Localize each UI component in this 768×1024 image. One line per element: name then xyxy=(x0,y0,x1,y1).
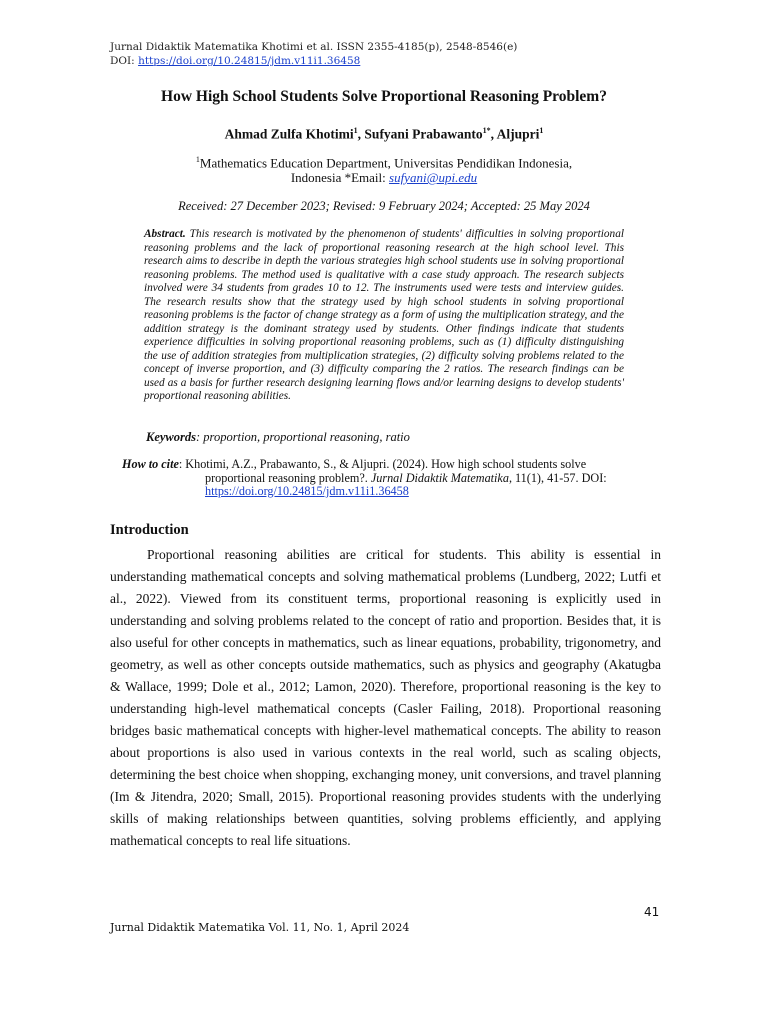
running-header xyxy=(110,40,517,68)
section-heading-introduction: Introduction xyxy=(110,522,189,538)
how-to-cite: How to cite: Khotimi, A.Z., Prabawanto, S., & Aljupri. (2024). How high school students solve proportional reasoning problem?. Jurnal Didaktik Matematika, 11(1), 41-57. DOI: https://doi.org/10.24815/jdm.v11i1.36458 xyxy=(122,457,607,498)
author-2: Sufyani Prabawanto xyxy=(364,126,483,142)
page-footer: Jurnal Didaktik Matematika Vol. 11, No. 1, April 2024 xyxy=(110,921,410,934)
received-dates: Received: 27 December 2023; Revised: 9 February 2024; Accepted: 25 May 2024 xyxy=(178,199,590,213)
journal-issn-line: Jurnal Didaktik Matematika Khotimi et al. ISSN 2355-4185(p), 2548-8546(e) xyxy=(110,41,518,53)
abstract xyxy=(144,228,624,404)
cite-journal: Jurnal Didaktik Matematika xyxy=(370,470,509,485)
paper-title: How High School Students Solve Proportional Reasoning Problem? xyxy=(161,88,607,105)
author-3: Aljupri xyxy=(496,126,540,142)
cite-label: How to cite xyxy=(122,457,179,471)
keywords-label: Keywords xyxy=(146,430,196,444)
author-1: Ahmad Zulfa Khotimi xyxy=(224,126,354,142)
page-number: 41 xyxy=(644,905,660,919)
doi-line: DOI: https://doi.org/10.24815/jdm.v11i1.36458 xyxy=(110,55,361,67)
email-link[interactable]: sufyani@upi.edu xyxy=(389,170,478,186)
affiliation: $^1$Mathematics Education Department, Universitas Pendidikan Indonesia, Indonesia *Email: sufyani@upi.edu xyxy=(195,155,573,186)
author-list: Ahmad Zulfa Khotimi$^1$, Sufyani Prabawanto$^{1*}$, Aljupri$^1$ xyxy=(224,126,544,142)
cite-doi-link[interactable]: https://doi.org/10.24815/jdm.v11i1.36458 xyxy=(205,484,409,498)
introduction-paragraph: Proportional reasoning abilities are critical for students. This ability is essential in understanding mathematical concepts and solving mathematical problems (Lundberg, 2022; Lutfi et al., 2022). Viewed from its constituent terms, proportional reasoning is explicitly used in understanding and solving problems related to the concept of ratio and proportion. Besides that, it is also useful for other concepts in mathematics, such as linear equations, probability, trigonometry, and geometry, as well as other concepts outside mathematics, such as physics and geography (Akatugba & Wallace, 1999; Dole et al., 2012; Lamon, 2020). Therefore, proportional reasoning is the key to understanding high-level mathematical concepts (Casler Failing, 2018). Proportional reasoning bridges basic mathematical concepts with higher-level mathematical concepts. The ability to reason about proportions is also used in various contexts in the real world, such as scaling objects, determining the best choice when shopping, exchanging money, unit conversions, and travel planning (Im & Jitendra, 2020; Small, 2015). Proportional reasoning provides students with the underlying skills of making relationships between quantities, solving problems efficiently, and applying mathematical concepts to real life situations. xyxy=(110,547,661,848)
keywords: Keywords: proportion, proportional reasoning, ratio xyxy=(146,430,410,444)
abstract-label: Abstract. xyxy=(144,228,186,240)
abstract-text: This research is motivated by the phenomenon of students' difficulties in solving proportional reasoning problems and the lack of proportional reasoning research at the high school level. This research aims to describe in depth the various strategies high school students use in solving proportional reasoning problems. The method used is qualitative with a case study approach. The research subjects involved were 34 students from grades 10 to 12. The instruments used were tests and interview guides. The research results show that the strategy used by high school students in solving proportional reasoning problems is the factor of change strategy as a form of using the multiplication strategy, and the addition strategy is the dominant strategy used by students. Other findings indicate that students experience difficulties in solving proportional reasoning problems, such as (1) difficulty distinguishing the use of addition strategies from multiplication strategies, (2) difficulty solving problems related to the concept of inverse proportion, and (3) difficulty comparing the 2 ratios. The research findings can be used as a basis for further research designing learning flows and/or learning designs to develop students' proportional reasoning abilities. xyxy=(144,228,624,402)
doi-link[interactable]: https://doi.org/10.24815/jdm.v11i1.36458 xyxy=(138,55,361,67)
